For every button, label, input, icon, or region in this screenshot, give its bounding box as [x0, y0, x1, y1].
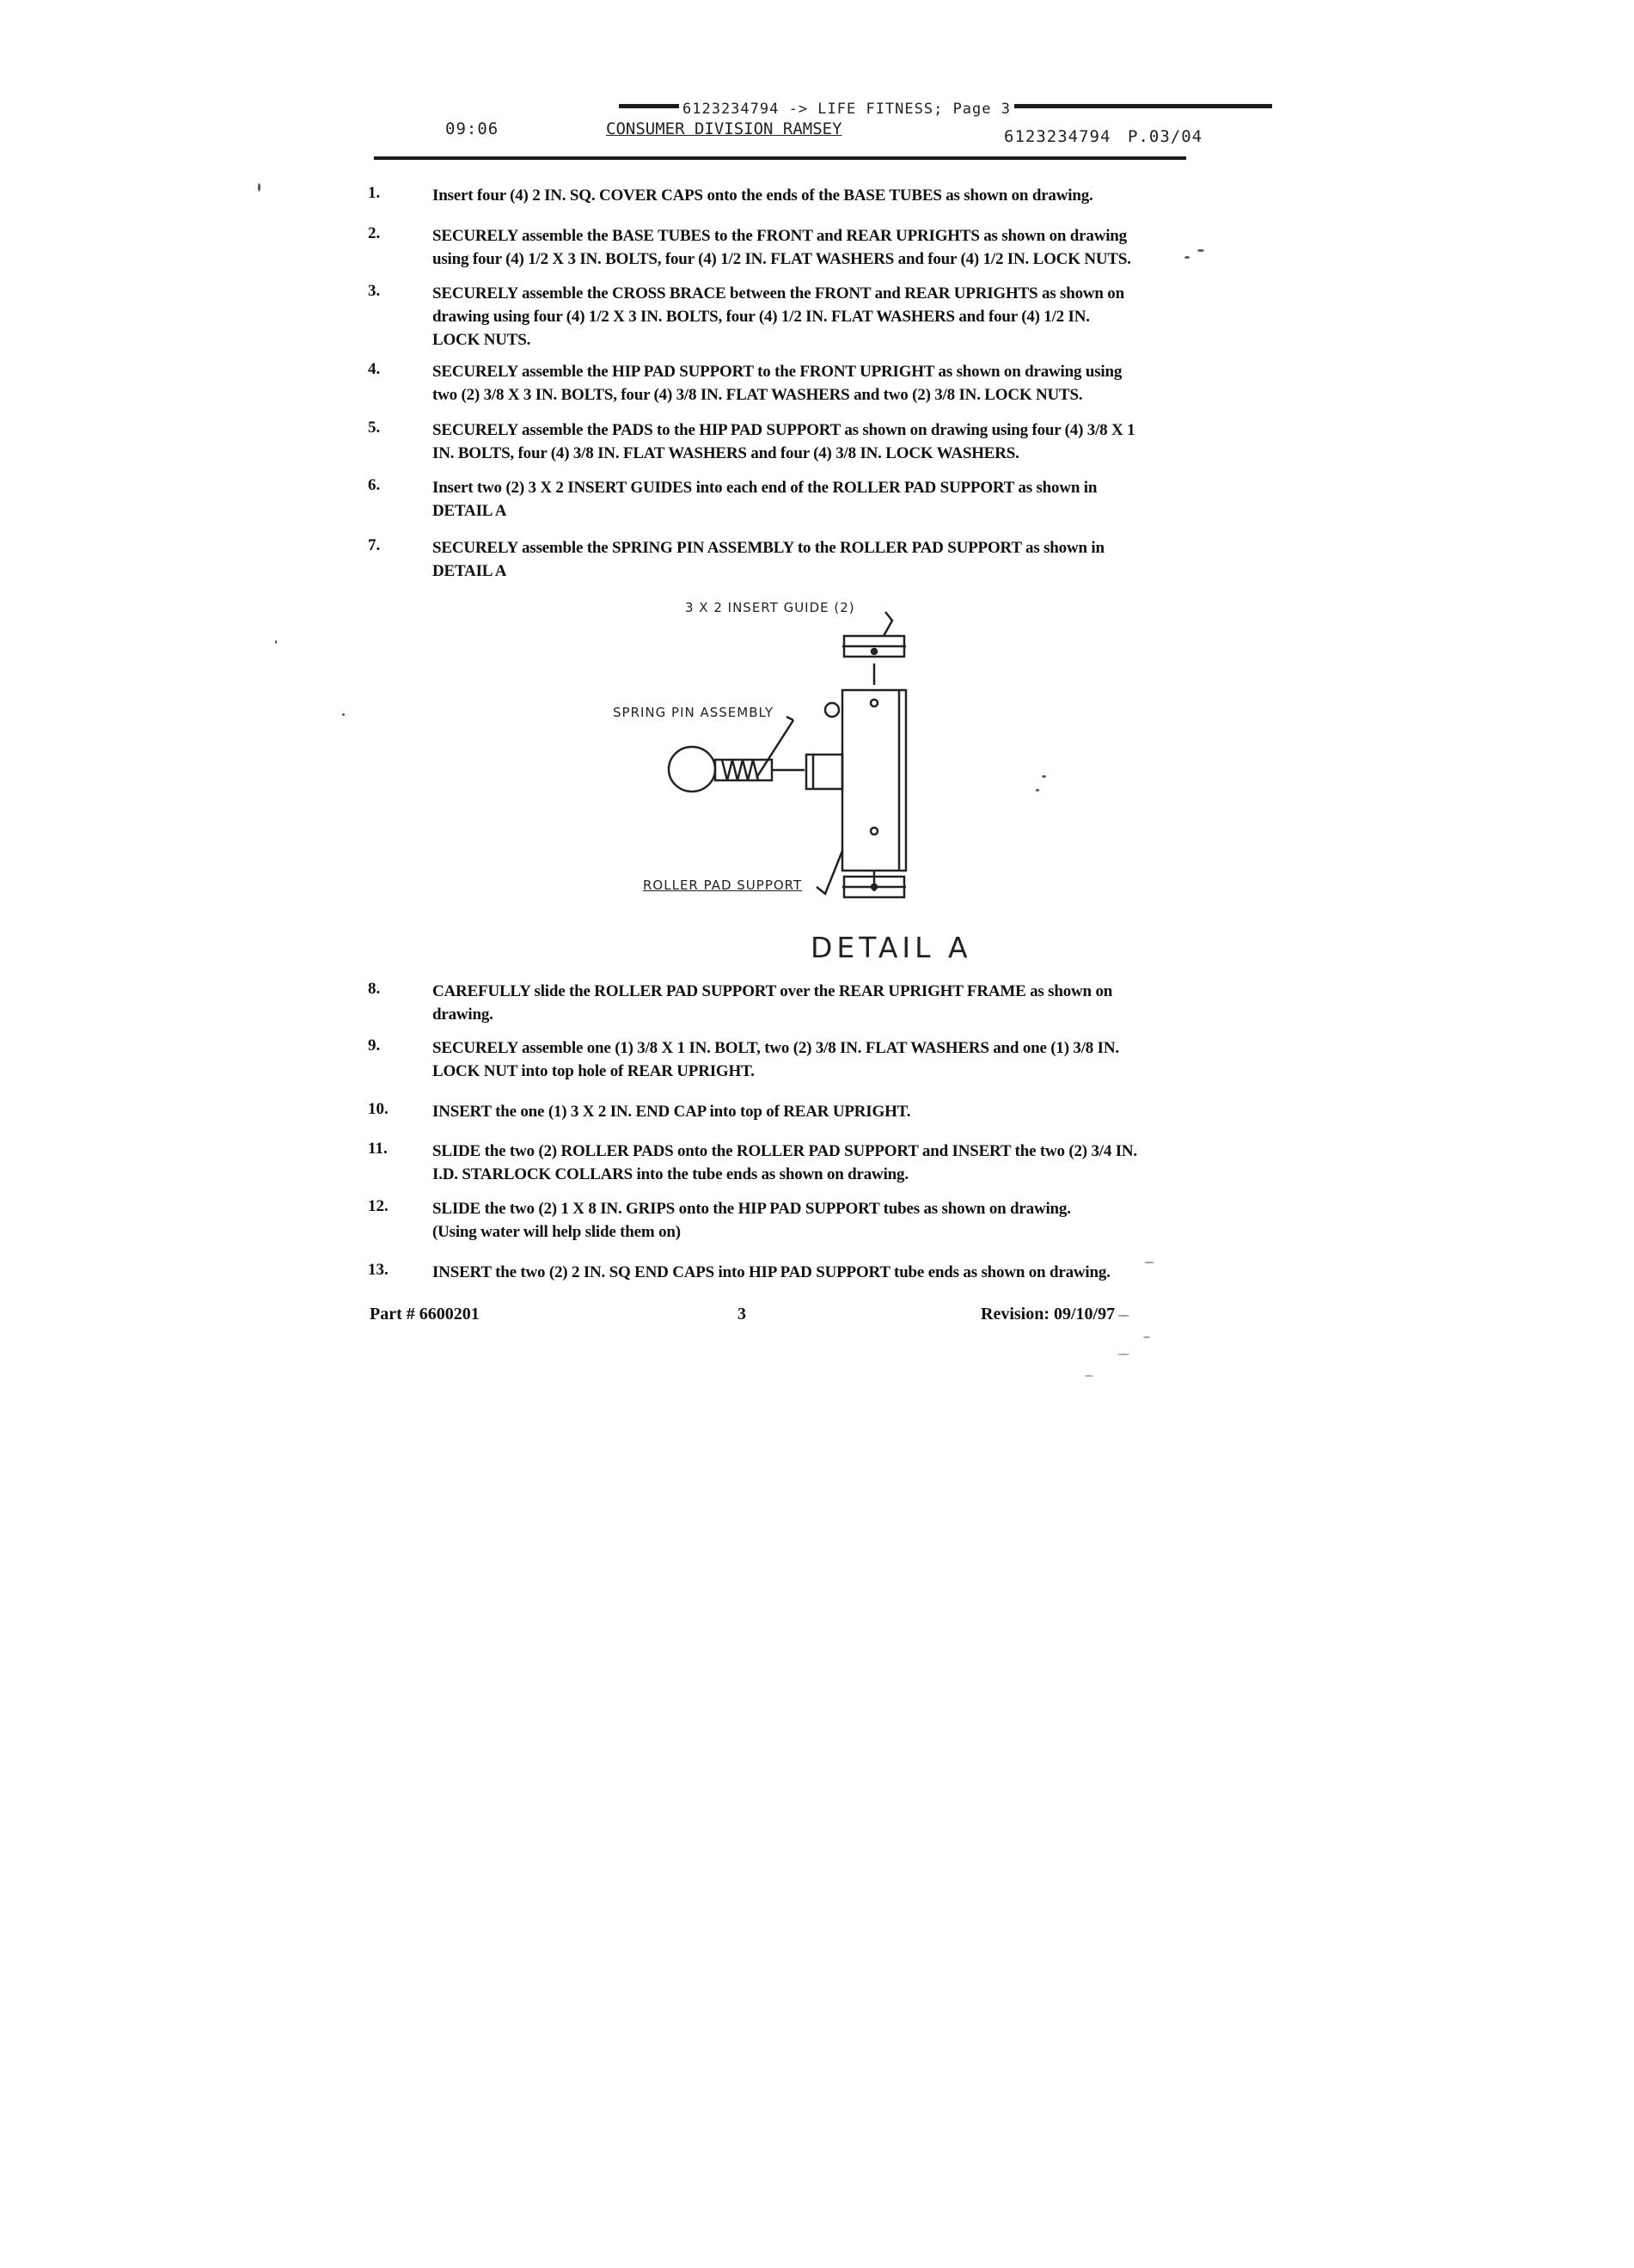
roller-pad-label: ROLLER PAD SUPPORT — [643, 877, 803, 893]
step-2-number: 2. — [368, 224, 381, 242]
page-number: 3 — [737, 1305, 746, 1324]
speck — [275, 640, 277, 644]
speck — [258, 183, 260, 192]
step-5-number: 5. — [368, 419, 381, 437]
roller-pad-support-tube — [842, 690, 906, 871]
step-6-line-1: Insert two (2) 3 X 2 INSERT GUIDES into each end of the ROLLER PAD SUPPORT as shown in — [432, 479, 1098, 497]
step-2-line-1: SECURELY assemble the BASE TUBES to the FRONT and REAR UPRIGHTS as shown on drawing — [432, 227, 1127, 245]
step-6-number: 6. — [368, 476, 381, 494]
step-8-line-1: CAREFULLY slide the ROLLER PAD SUPPORT over the REAR UPRIGHT FRAME as shown on — [432, 982, 1113, 1000]
step-9-line-1: SECURELY assemble one (1) 3/8 X 1 IN. BOLT, two (2) 3/8 IN. FLAT WASHERS and one (1) 3/8 IN. — [432, 1039, 1119, 1057]
speck — [1085, 1375, 1093, 1377]
step-12-line-1: SLIDE the two (2) 1 X 8 IN. GRIPS onto the HIP PAD SUPPORT tubes as shown on drawing. — [432, 1200, 1071, 1218]
bottom-insert-guide-hole-icon — [872, 884, 877, 889]
fax-sender-number: 6123234794 — [1004, 127, 1111, 146]
fax-transmission-line: 6123234794 -> LIFE FITNESS; Page 3 — [679, 101, 1014, 118]
step-6-line-2: DETAIL A — [432, 502, 507, 520]
step-11-number: 11. — [368, 1140, 388, 1158]
step-3-number: 3. — [368, 282, 381, 300]
step-10-text — [432, 1100, 1189, 1123]
step-2-line-2: using four (4) 1/2 X 3 IN. BOLTS, four (4) 1/2 IN. FLAT WASHERS and four (4) 1/2 IN. LOCK NUTS. — [432, 250, 1131, 268]
step-8-text — [432, 980, 1189, 1026]
top-insert-guide-hole-icon — [872, 649, 877, 654]
step-3-line-2: drawing using four (4) 1/2 X 3 IN. BOLTS, four (4) 1/2 IN. FLAT WASHERS and four (4) 1/2 IN. — [432, 308, 1090, 326]
step-9-line-2: LOCK NUT into top hole of REAR UPRIGHT. — [432, 1062, 755, 1080]
fax-time: 09:06 — [445, 119, 499, 138]
speck — [1144, 1262, 1154, 1263]
step-12-number: 12. — [368, 1197, 389, 1215]
step-7-line-1: SECURELY assemble the SPRING PIN ASSEMBLY to the ROLLER PAD SUPPORT as shown in — [432, 539, 1105, 557]
fax-page-of: P.03/04 — [1128, 127, 1203, 146]
step-3-line-3: LOCK NUTS. — [432, 331, 531, 349]
detail-a-title: DETAIL A — [811, 931, 972, 964]
step-1-number: 1. — [368, 184, 381, 202]
step-5-line-1: SECURELY assemble the PADS to the HIP PAD SUPPORT as shown on drawing using four (4) 3/8 X 1 — [432, 421, 1135, 439]
speck — [1143, 1336, 1150, 1338]
step-12-text — [432, 1197, 1189, 1244]
step-1-line-1: Insert four (4) 2 IN. SQ. COVER CAPS onto the ends of the BASE TUBES as shown on drawing. — [432, 186, 1093, 205]
speck — [1036, 789, 1039, 792]
spring-pin-knob-icon — [669, 747, 715, 792]
step-12-line-2: (Using water will help slide them on) — [432, 1223, 681, 1241]
step-13-line-1: INSERT the two (2) 2 IN. SQ END CAPS into HIP PAD SUPPORT tube ends as shown on drawing. — [432, 1263, 1111, 1281]
step-11-line-1: SLIDE the two (2) ROLLER PADS onto the ROLLER PAD SUPPORT and INSERT the two (2) 3/4 IN. — [432, 1142, 1137, 1160]
step-3-line-1: SECURELY assemble the CROSS BRACE between the FRONT and REAR UPRIGHTS as shown on — [432, 284, 1124, 303]
step-11-line-2: I.D. STARLOCK COLLARS into the tube ends as shown on drawing. — [432, 1165, 909, 1183]
step-7-line-2: DETAIL A — [432, 562, 507, 580]
pin-head-icon — [825, 703, 839, 717]
spring-pin-leader-hook — [786, 717, 793, 720]
speck — [1184, 256, 1190, 259]
side-boss — [806, 755, 842, 789]
step-9-number: 9. — [368, 1036, 381, 1055]
speck — [1197, 249, 1204, 252]
insert-guide-label: 3 X 2 INSERT GUIDE (2) — [685, 600, 855, 615]
step-9-text — [432, 1036, 1189, 1083]
speck — [1117, 1354, 1129, 1355]
step-10-line-1: INSERT the one (1) 3 X 2 IN. END CAP into top of REAR UPRIGHT. — [432, 1103, 911, 1121]
step-10-number: 10. — [368, 1100, 389, 1118]
step-4-line-1: SECURELY assemble the HIP PAD SUPPORT to the FRONT UPRIGHT as shown on drawing using — [432, 363, 1123, 381]
part-number: Part # 6600201 — [370, 1305, 480, 1324]
step-11-text — [432, 1140, 1189, 1186]
speck — [1042, 775, 1046, 778]
speck — [1117, 1315, 1129, 1317]
roller-pad-leader — [817, 851, 842, 894]
step-4-number: 4. — [368, 360, 381, 378]
step-8-number: 8. — [368, 980, 381, 998]
step-13-number: 13. — [368, 1261, 389, 1279]
step-4-line-2: two (2) 3/8 X 3 IN. BOLTS, four (4) 3/8 IN. FLAT WASHERS and two (2) 3/8 IN. LOCK NUTS. — [432, 386, 1083, 404]
step-7-number: 7. — [368, 536, 381, 554]
step-8-line-2: drawing. — [432, 1006, 493, 1024]
spring-pin-label: SPRING PIN ASSEMBLY — [613, 705, 774, 720]
insert-guide-leader — [884, 612, 892, 636]
speck — [342, 713, 345, 716]
spring-coil-icon — [722, 760, 758, 780]
step-5-line-2: IN. BOLTS, four (4) 3/8 IN. FLAT WASHERS and four (4) 3/8 IN. LOCK WASHERS. — [432, 444, 1019, 462]
revision-date: Revision: 09/10/97 — [981, 1305, 1116, 1324]
fax-sender-name: CONSUMER DIVISION RAMSEY — [606, 119, 842, 138]
tube-bottom-hole-icon — [871, 828, 878, 834]
tube-top-hole-icon — [871, 700, 878, 706]
step-13-text — [432, 1261, 1189, 1284]
